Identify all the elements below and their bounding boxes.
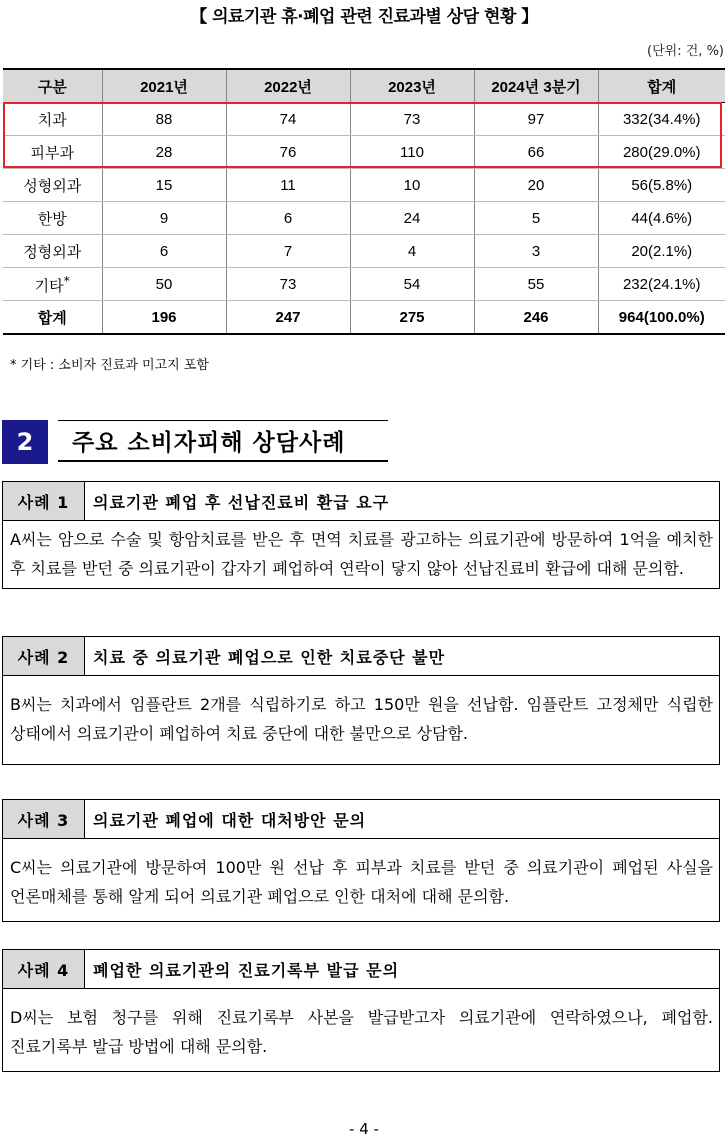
row-label: 합계 bbox=[3, 301, 102, 335]
table-cell: 196 bbox=[102, 301, 226, 335]
table-cell: 110 bbox=[350, 136, 474, 169]
table-cell: 88 bbox=[102, 103, 226, 136]
case-title: 폐업한 의료기관의 진료기록부 발급 문의 bbox=[93, 960, 400, 980]
case-tag: 사례 3 bbox=[3, 800, 85, 838]
case-title: 의료기관 폐업 후 선납진료비 환급 요구 bbox=[93, 492, 390, 512]
document-title: 【 의료기관 휴·폐업 관련 진료과별 상담 현황 】 bbox=[190, 7, 538, 27]
column-header: 2023년 bbox=[350, 69, 474, 103]
table-cell: 97 bbox=[474, 103, 598, 136]
table-row bbox=[3, 169, 725, 202]
table-cell: 55 bbox=[474, 268, 598, 301]
table-cell: 332(34.4%) bbox=[598, 103, 725, 136]
case-header bbox=[3, 800, 719, 839]
case-body: A씨는 암으로 수술 및 항암치료를 받은 후 면역 치료를 광고하는 의료기관에 방문하여 1억을 예치한 후 치료를 받던 중 의료기관이 갑자기 폐업하여 연락이 닿지 않아 선납진료비 환급에 대해 문의함. bbox=[10, 530, 713, 578]
table-cell: 246 bbox=[474, 301, 598, 335]
table-cell: 9 bbox=[102, 202, 226, 235]
unit-note: (단위: 건, %) bbox=[647, 44, 724, 59]
table-cell: 73 bbox=[226, 268, 350, 301]
table-cell: 20(2.1%) bbox=[598, 235, 725, 268]
table-cell: 6 bbox=[226, 202, 350, 235]
section-title: 주요 소비자피해 상담사례 bbox=[58, 420, 388, 462]
case-box bbox=[2, 949, 720, 1072]
page-number: - 4 - bbox=[349, 1120, 379, 1138]
table-cell: 73 bbox=[350, 103, 474, 136]
consultation-stats-table bbox=[3, 68, 725, 335]
column-header: 구분 bbox=[3, 69, 102, 103]
case-header bbox=[3, 637, 719, 676]
row-label: 한방 bbox=[3, 202, 102, 235]
table-cell: 50 bbox=[102, 268, 226, 301]
table-row bbox=[3, 235, 725, 268]
column-header: 합계 bbox=[598, 69, 725, 103]
table-cell: 964(100.0%) bbox=[598, 301, 725, 335]
case-title: 치료 중 의료기관 폐업으로 인한 치료중단 불만 bbox=[93, 647, 446, 667]
table-row bbox=[3, 202, 725, 235]
case-body: C씨는 의료기관에 방문하여 100만 원 선납 후 피부과 치료를 받던 중 의료기관이 폐업된 사실을 언론매체를 통해 알게 되어 의료기관 폐업으로 인한 대처에 대해 문의함. bbox=[10, 858, 713, 906]
column-header: 2024년 3분기 bbox=[474, 69, 598, 103]
table-cell: 24 bbox=[350, 202, 474, 235]
table-row bbox=[3, 268, 725, 301]
case-title: 의료기관 폐업에 대한 대처방안 문의 bbox=[93, 810, 367, 830]
footnote-marker: * bbox=[63, 272, 70, 288]
table-cell: 232(24.1%) bbox=[598, 268, 725, 301]
table-total-row bbox=[3, 301, 725, 335]
section-number-badge: 2 bbox=[2, 420, 48, 464]
table-cell: 4 bbox=[350, 235, 474, 268]
case-tag: 사례 2 bbox=[3, 637, 85, 675]
table-cell: 74 bbox=[226, 103, 350, 136]
row-label: 정형외과 bbox=[3, 235, 102, 268]
row-label: 피부과 bbox=[3, 136, 102, 169]
case-header bbox=[3, 482, 719, 521]
case-body: B씨는 치과에서 임플란트 2개를 식립하기로 하고 150만 원을 선납함. 임플란트 고정체만 식립한 상태에서 의료기관이 폐업하여 치료 중단에 대한 불만으로 상담함. bbox=[10, 695, 713, 743]
table-cell: 247 bbox=[226, 301, 350, 335]
table-cell: 11 bbox=[226, 169, 350, 202]
column-header: 2021년 bbox=[102, 69, 226, 103]
table-cell: 280(29.0%) bbox=[598, 136, 725, 169]
table-row bbox=[3, 103, 725, 136]
table-cell: 3 bbox=[474, 235, 598, 268]
row-label: 성형외과 bbox=[3, 169, 102, 202]
case-box bbox=[2, 481, 720, 589]
table-cell: 7 bbox=[226, 235, 350, 268]
case-body: D씨는 보험 청구를 위해 진료기록부 사본을 발급받고자 의료기관에 연락하였으나, 폐업함. 진료기록부 발급 방법에 대해 문의함. bbox=[10, 1008, 713, 1056]
table-cell: 44(4.6%) bbox=[598, 202, 725, 235]
table-cell: 6 bbox=[102, 235, 226, 268]
row-label-text: 기타 bbox=[34, 276, 64, 295]
footnote: * 기타 : 소비자 진료과 미고지 포함 bbox=[10, 358, 209, 373]
table-cell: 275 bbox=[350, 301, 474, 335]
row-label: 치과 bbox=[3, 103, 102, 136]
table-cell: 10 bbox=[350, 169, 474, 202]
case-box bbox=[2, 636, 720, 765]
table-header-row bbox=[3, 69, 725, 103]
table-cell: 28 bbox=[102, 136, 226, 169]
table-cell: 5 bbox=[474, 202, 598, 235]
case-tag: 사례 4 bbox=[3, 950, 85, 988]
table-cell: 15 bbox=[102, 169, 226, 202]
table-cell: 76 bbox=[226, 136, 350, 169]
case-tag: 사례 1 bbox=[3, 482, 85, 520]
table-cell: 56(5.8%) bbox=[598, 169, 725, 202]
table-cell: 66 bbox=[474, 136, 598, 169]
row-label bbox=[3, 268, 102, 301]
case-box bbox=[2, 799, 720, 922]
table-row bbox=[3, 136, 725, 169]
column-header: 2022년 bbox=[226, 69, 350, 103]
case-header bbox=[3, 950, 719, 989]
table-cell: 54 bbox=[350, 268, 474, 301]
table-cell: 20 bbox=[474, 169, 598, 202]
